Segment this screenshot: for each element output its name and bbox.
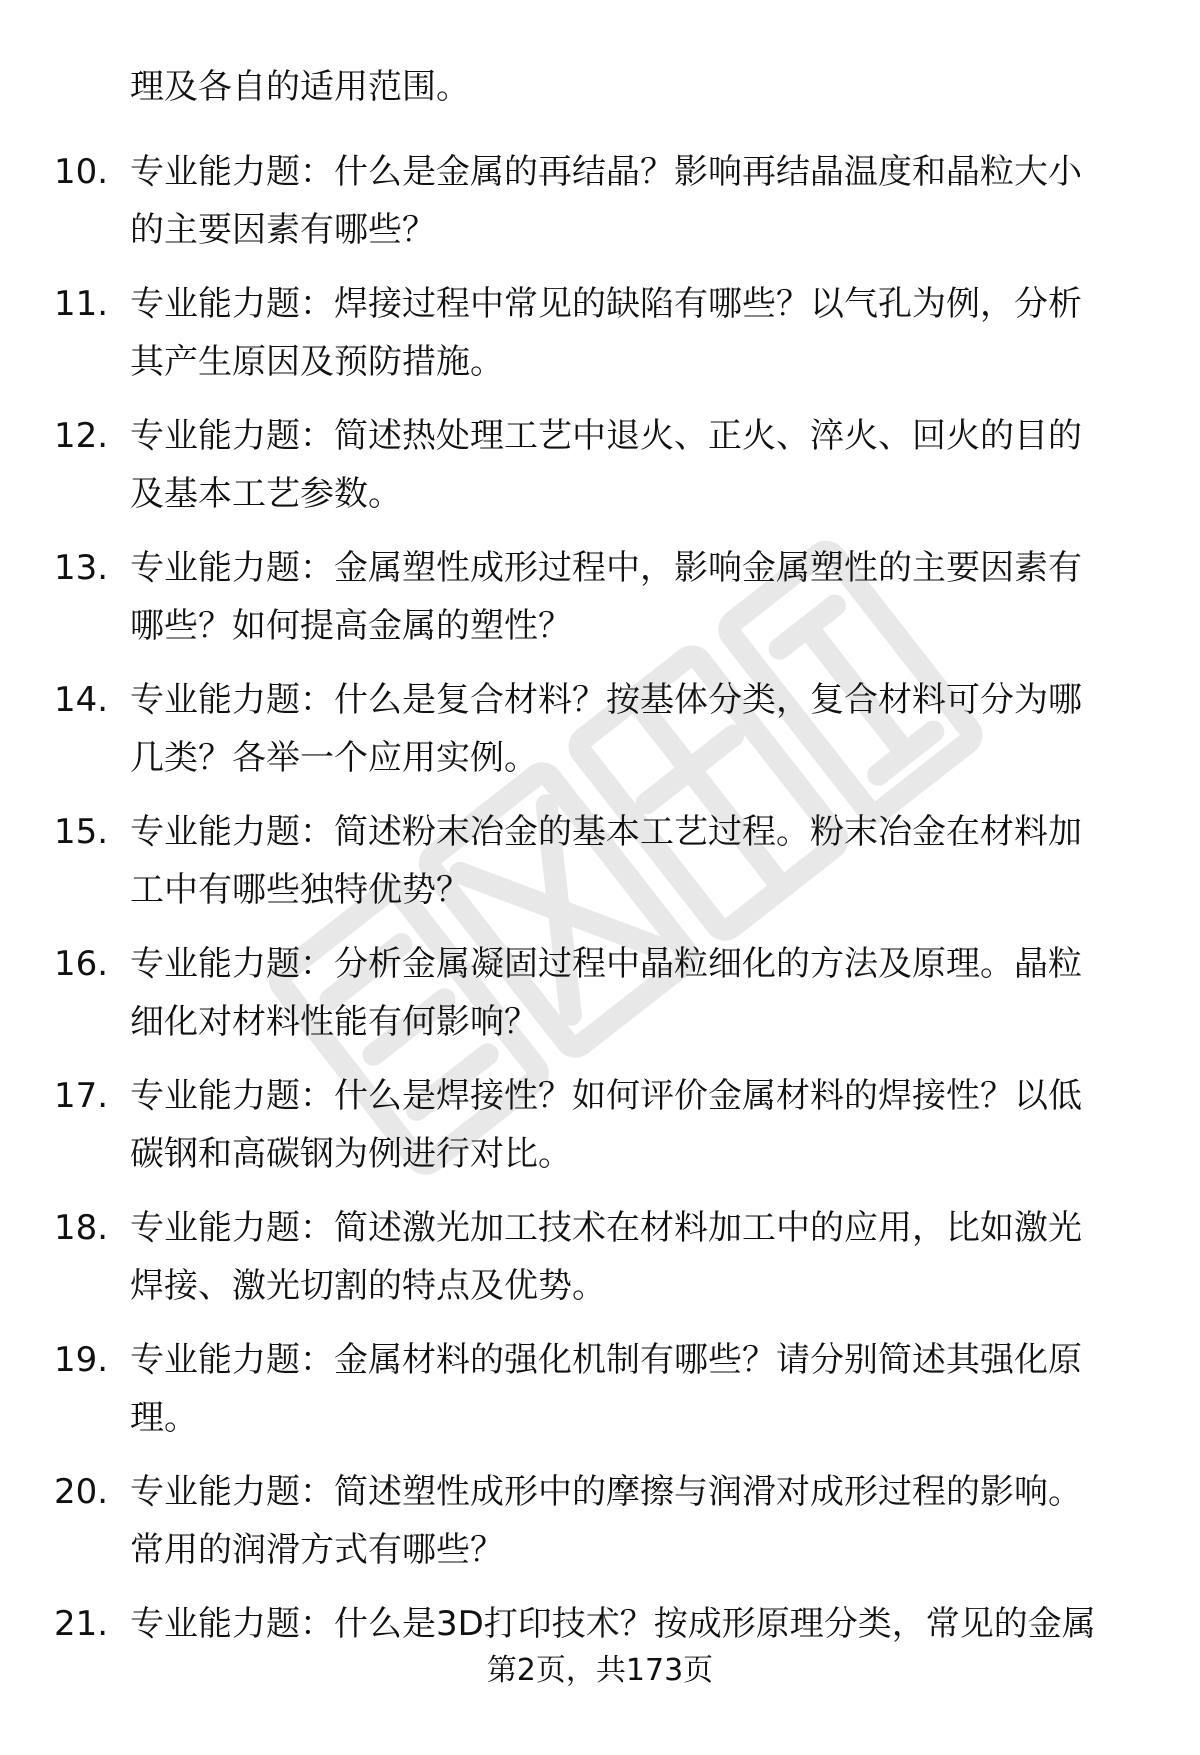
question-text-line: 专业能力题：简述塑性成形中的摩擦与润滑对成形过程的影响。 <box>130 1472 1082 1512</box>
question-item <box>0 539 1200 671</box>
question-text-line: 理。 <box>130 1398 198 1438</box>
question-text <box>130 275 1150 391</box>
question-text <box>130 1463 1150 1579</box>
question-number: 14. <box>54 680 109 720</box>
question-text-line: 专业能力题：简述激光加工技术在材料加工中的应用，比如激光 <box>130 1208 1082 1248</box>
question-text-line: 专业能力题：焊接过程中常见的缺陷有哪些？以气孔为例，分析 <box>130 284 1082 324</box>
question-text-line: 及基本工艺参数。 <box>130 474 402 514</box>
question-text-line: 其产生原因及预防措施。 <box>130 342 504 382</box>
question-number: 19. <box>54 1340 109 1380</box>
question-text <box>130 803 1150 919</box>
question-text-line: 专业能力题：什么是3D打印技术？按成形原理分类，常见的金属 <box>130 1604 1096 1644</box>
question-item <box>0 671 1200 803</box>
question-text-line: 专业能力题：什么是金属的再结晶？影响再结晶温度和晶粒大小 <box>130 152 1082 192</box>
question-item <box>0 1199 1200 1331</box>
question-text-line: 的主要因素有哪些？ <box>130 210 436 250</box>
question-text-line: 焊接、激光切割的特点及优势。 <box>130 1266 606 1306</box>
question-number: 10. <box>54 152 109 192</box>
question-text-line: 专业能力题：金属材料的强化机制有哪些？请分别简述其强化原 <box>130 1340 1082 1380</box>
question-text <box>130 539 1150 655</box>
question-number: 20. <box>54 1472 109 1512</box>
question-text <box>130 1331 1150 1447</box>
question-text-line: 专业能力题：什么是焊接性？如何评价金属材料的焊接性？以低 <box>130 1076 1082 1116</box>
question-text <box>130 407 1150 523</box>
question-number: 21. <box>54 1604 109 1644</box>
question-number: 18. <box>54 1208 109 1248</box>
question-number: 16. <box>54 944 109 984</box>
question-number: 13. <box>54 548 109 588</box>
question-item <box>0 803 1200 935</box>
question-text-line: 专业能力题：什么是复合材料？按基体分类，复合材料可分为哪 <box>130 680 1082 720</box>
question-text <box>130 935 1150 1051</box>
question-number: 12. <box>54 416 109 456</box>
question-number: 11. <box>54 284 109 324</box>
question-text <box>130 1595 1150 1653</box>
question-text-line: 碳钢和高碳钢为例进行对比。 <box>130 1134 572 1174</box>
question-text-line: 哪些？如何提高金属的塑性？ <box>130 606 572 646</box>
question-list <box>0 143 1200 1727</box>
question-text-line: 工中有哪些独特优势？ <box>130 870 470 910</box>
question-item <box>0 1067 1200 1199</box>
question-text <box>130 1199 1150 1315</box>
question-text <box>130 143 1150 259</box>
question-item <box>0 407 1200 539</box>
question-item <box>0 935 1200 1067</box>
question-text-line: 专业能力题：简述热处理工艺中退火、正火、淬火、回火的目的 <box>130 416 1082 456</box>
question-text-line: 专业能力题：简述粉末冶金的基本工艺过程。粉末冶金在材料加 <box>130 812 1082 852</box>
question-text-line: 细化对材料性能有何影响？ <box>130 1002 538 1042</box>
question-number: 15. <box>54 812 109 852</box>
question-text-line: 常用的润滑方式有哪些？ <box>130 1530 504 1570</box>
question-text-line: 专业能力题：分析金属凝固过程中晶粒细化的方法及原理。晶粒 <box>130 944 1082 984</box>
question-number: 17. <box>54 1076 109 1116</box>
question-text-line: 几类？各举一个应用实例。 <box>130 738 538 778</box>
question-text-line: 专业能力题：金属塑性成形过程中，影响金属塑性的主要因素有 <box>130 548 1082 588</box>
question-item <box>0 1331 1200 1463</box>
continuation-text: 理及各自的适用范围。 <box>130 67 470 107</box>
question-item <box>0 275 1200 407</box>
question-text <box>130 671 1150 787</box>
question-text <box>130 1067 1150 1183</box>
page-footer: 第2页，共173页 <box>486 1653 714 1688</box>
question-item <box>0 1463 1200 1595</box>
question-item <box>0 143 1200 275</box>
